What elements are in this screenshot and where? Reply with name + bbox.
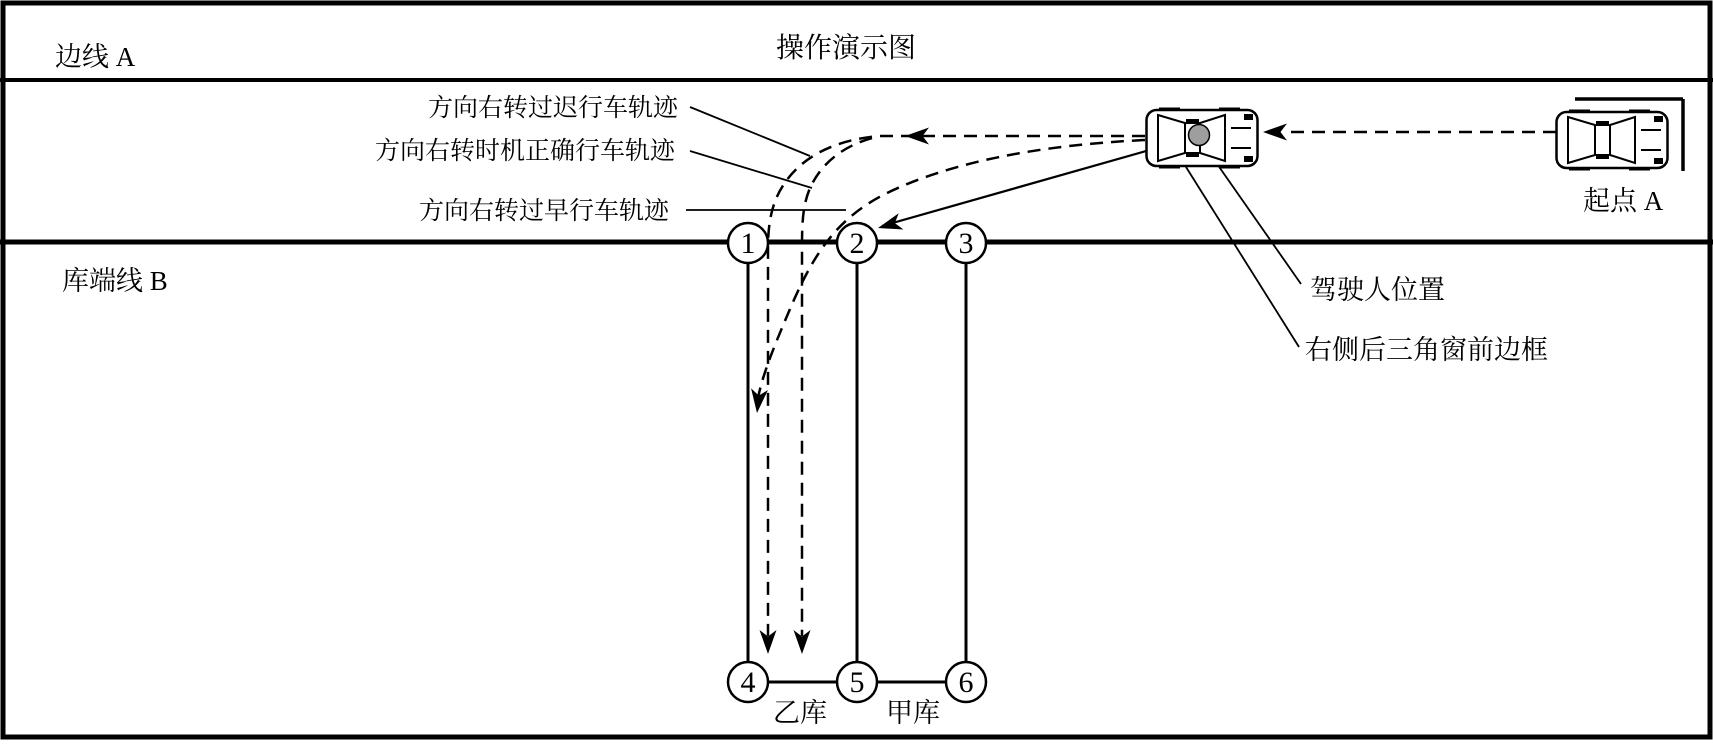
garage-jia-label: 甲库 (886, 698, 940, 728)
pole-2-number: 2 (849, 227, 865, 260)
driver-position-label: 驾驶人位置 (1310, 275, 1445, 305)
boundary-line-a-label: 边线 A (55, 42, 136, 72)
pole-4-number: 4 (740, 666, 756, 699)
pole-1-number: 1 (740, 227, 756, 260)
trajectory-early-label: 方向右转过早行车轨迹 (418, 198, 669, 225)
pole-5 (837, 662, 877, 702)
pole-1 (728, 223, 768, 263)
trajectory-correct-label: 方向右转时机正确行车轨迹 (374, 138, 675, 165)
page-title: 操作演示图 (775, 33, 917, 64)
pole-2 (837, 223, 877, 263)
pole-4 (728, 662, 768, 702)
trajectory-late-label: 方向右转过迟行车轨迹 (427, 95, 678, 122)
pole-5-number: 5 (849, 666, 865, 699)
start-car (1557, 110, 1668, 171)
start-point-label: 起点 A (1583, 186, 1664, 216)
pole-6-number: 6 (958, 666, 974, 699)
pole-3 (946, 223, 986, 263)
garage-yi-label: 乙库 (773, 698, 827, 728)
triangle-window-label: 右侧后三角窗前边框 (1305, 335, 1548, 365)
driver-position-dot (1189, 125, 1210, 146)
garage-end-line-b-label: 库端线 B (62, 266, 168, 296)
pole-3-number: 3 (958, 227, 974, 260)
pole-6 (946, 662, 986, 702)
